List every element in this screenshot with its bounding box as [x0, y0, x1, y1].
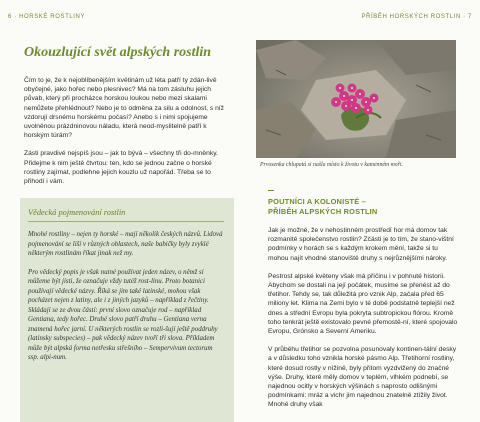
- primula-photo: [256, 40, 456, 158]
- photo-caption: Prvosenka chlupatá si našla místo k životu v kamenném moři.: [260, 162, 403, 168]
- section-heading: [268, 190, 458, 216]
- heading-rule: [268, 190, 274, 191]
- sidebar-paragraph-2: Pro vědecký popis je však nutné používat jeden název, o němž si můžeme být jisti, že označuje vždy tutéž rost-linu. Proto botanici používají vědecké názvy. Říká se jim také latinské, mohou však pocházet nejen z latiny, ale i z jiných jazyků – například z řečtiny. Skládají se ze dvou částí: první slovo označuje rod – například Gentiana, tedy hořec. Druhé slovo patří druhu – Gentiana verna znamená hořec jarní. U některých rostlin se rozli-šují ještě poddruhy (latinsky subspecies) – pak vědecký název tvoří tři slova. Příkladem může být alpská forma netřesku střešního – Sempervivum tectorum ssp. alpi-num.: [28, 268, 218, 361]
- left-column: [24, 40, 230, 186]
- intro-paragraph: Čím to je, že k nejoblíbenějším květinám už léta patří ty zdán-livě obyčejné, jako hořec nebo plesnivec? Má na tom zásluhu jejich půvab, který při procházce horskou loukou nebo mezi skalami nemůžete přehlédnout? Nebo je to odměna za silu a odolnost, s níž vzdorují drsnému horskému počasí? Anebo s i nimi spojujeme uvolněnou prázdninovou náladu, která neod-myslitelně patří k horským túrám?: [24, 77, 225, 140]
- running-header-left: 6 · HORSKÉ ROSTLINY: [8, 14, 86, 20]
- article-title: Okouzlující svět alpských rostlin: [24, 45, 212, 60]
- section-paragraph-3: V průběhu třetihor se pozvolna posunovaly kontinen-tální desky a v důsledku toho vznikla horské pásmo Alp. Třetihorní rostliny, které dosud rostly v nížině, byly přitom vyzdvižený do značné výše. Druhy, které měly domov v teplém, vlhkém podnebí, se najednou ocitly v horských výšinách s naprosto odlišnými podmínkami: mráz a vichr jim najednou znatelně ztížily život. Mnohé druhy však: [268, 346, 457, 409]
- running-header-right: PŘÍBĚH HORSKÝCH ROSTLIN · 7: [361, 14, 472, 20]
- photo-illustration: [256, 40, 456, 158]
- section-heading-line-2: PŘÍBĚH ALPSKÝCH ROSTLIN: [268, 206, 378, 216]
- section-paragraph-2: Pestrost alpské květeny však má příčinu i v pohnuté historii. Abychom se dostali na její počátek, musíme se přenést až do třetihor. Tehdy se, tak důležitá pro vznik Alp, začala před 65 miliony let. Klima na Zemi bylo v té době podstatně teplejší než dnes a střední Evropu byla pokryta subtropickou flórou. Kromě toho tenkrát ještě existovalo pevné přemostě-ní, které spojovalo Evropu, Grónsko a Severní Ameriku.: [268, 272, 458, 336]
- intro-paragraph-2: Zásti pravdivé nejspíš jsou – jak to bývá – všechny tři do-mněnky. Přidejme k nim ještě čtvrtou: ten, kdo se jednou začne o horské rostliny zajímat, podlehne jejich kouzlu už napořád. Třeba se to přihodí i vám.: [24, 150, 218, 186]
- section-heading-line-1: POUTNÍCI A KOLONISTÉ –: [268, 197, 366, 206]
- sidebar-box: [20, 198, 234, 422]
- sidebar-paragraph: Mnohé rostliny – nejen ty horské – mají několik českých názvů. Lidová pojmenování se liší v různých oblastech, naše babičky byly zvyklé některým rostlinám říkat jinak než my.: [28, 231, 223, 257]
- right-column: [254, 40, 458, 410]
- section-paragraph: Jak je možné, že v nehostinném prostředí hor má domov tak rozmanité společenstvo rostlin? Zčásti je to tím, že stano-vištní podmínky v horách se s každým krokem mění, takže si tu mohou najít vhodné stanoviště druhy s nejrůznějšími nároky.: [268, 227, 454, 262]
- sidebar-title: Vědecká pojmenování rostlin: [28, 208, 224, 222]
